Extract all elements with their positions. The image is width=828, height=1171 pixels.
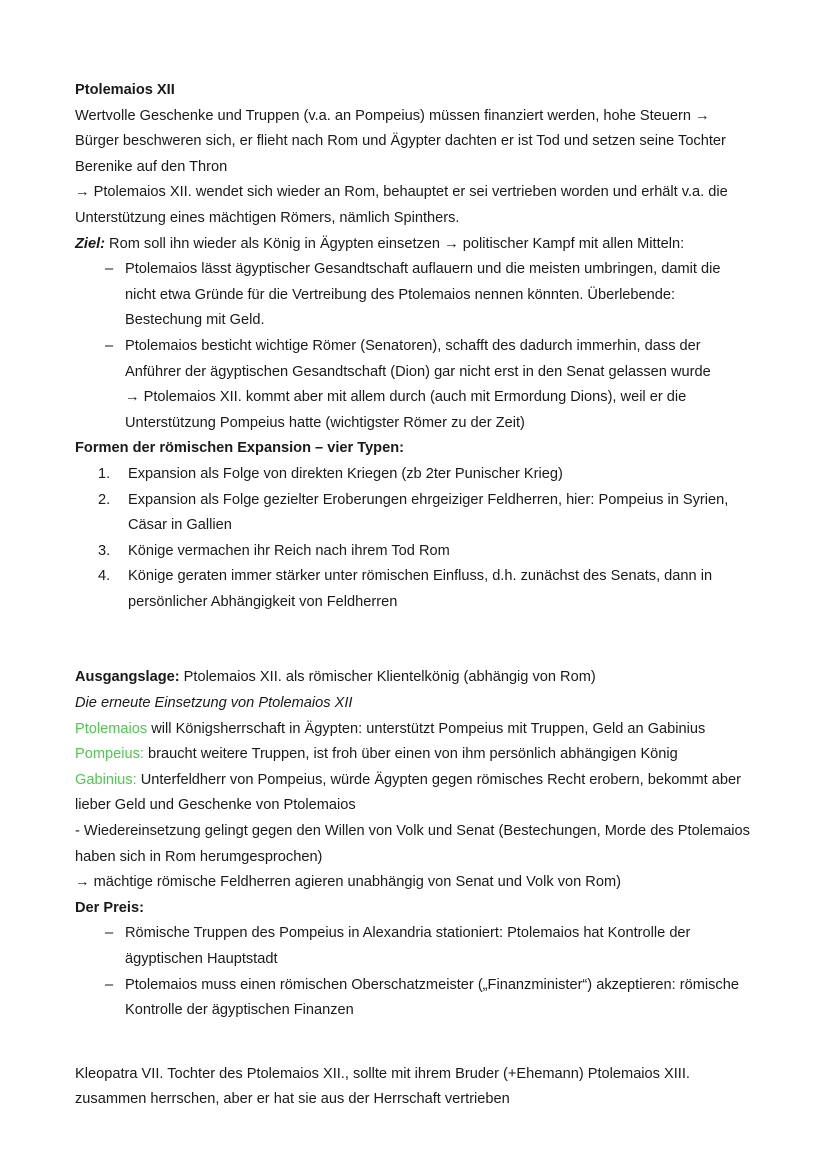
actor-description: braucht weitere Truppen, ist froh über einen von ihm persönlich abhängigen König	[143, 746, 678, 763]
bullet-list-mittel	[75, 257, 751, 436]
paragraph-ausgangslage	[75, 665, 751, 691]
list-item	[75, 462, 751, 488]
bullet-list-der-preis	[75, 921, 751, 1023]
section-heading-der-preis: Der Preis:	[75, 899, 144, 916]
list-item-text: Römische Truppen des Pompeius in Alexandria stationiert: Ptolemaios hat Kontrolle der ägyptischen Hauptstadt	[125, 925, 691, 967]
section-heading-formen-expansion: Formen der römischen Expansion – vier Typen:	[75, 440, 404, 457]
number-marker: 1.	[98, 465, 111, 482]
actor-description: Unterfeldherr von Pompeius, würde Ägypten gegen römisches Recht erobern, bekommt aber lieber Geld und Geschenke von Ptolemaios	[75, 771, 741, 814]
list-item-text: Ptolemaios lässt ägyptischer Gesandtschaft auflauern und die meisten umbringen, damit die nicht etwa Gründe für die Vertreibung des Ptolemaios nennen könnten. Überlebende: Bestechung mit Geld.	[125, 261, 721, 329]
dash-bullet-icon: –	[105, 976, 114, 993]
paragraph-maechtige-feldherren: → mächtige römische Feldherren agieren unabhängig von Senat und Volk von Rom)	[75, 874, 621, 891]
list-item	[75, 257, 751, 334]
section-spacer	[75, 615, 751, 665]
paragraph-wiedereinsetzung: - Wiedereinsetzung gelingt gegen den Willen von Volk und Senat (Bestechungen, Morde des Ptolemaios haben sich in Rom herumgesprochen)	[75, 823, 750, 865]
subheading-erneute-einsetzung: Die erneute Einsetzung von Ptolemaios XII	[75, 695, 353, 712]
number-marker: 4.	[98, 568, 111, 585]
paragraph-kleopatra: Kleopatra VII. Tochter des Ptolemaios XII., sollte mit ihrem Bruder (+Ehemann) Ptolemaios XIII. zusammen herrschen, aber er hat sie aus der Herrschaft vertrieben	[75, 1065, 690, 1108]
list-item	[75, 973, 751, 1024]
list-item-sub-arrow-text: → Ptolemaios XII. kommt aber mit allem durch (auch mit Ermordung Dions), weil er die Unterstützung Pompeius hatte (wichtigster Römer zu der Zeit)	[125, 389, 687, 431]
ziel-text: Rom soll ihn wieder als König in Ägypten einsetzen → politischer Kampf mit allen Mitteln:	[105, 235, 685, 252]
paragraph-actor-ptolemaios	[75, 717, 751, 743]
section-spacer	[75, 1024, 751, 1062]
section-heading-ptolemaios-xii: Ptolemaios XII	[75, 82, 175, 98]
dash-bullet-icon: –	[105, 337, 114, 354]
document-body	[75, 78, 751, 1113]
actor-name-highlight: Pompeius:	[75, 746, 144, 763]
list-item	[75, 921, 751, 972]
list-item-text: Ptolemaios besticht wichtige Römer (Senatoren), schafft des dadurch immerhin, dass der Anführer der ägyptischen Gesandtschaft (Dion) gar nicht erst in den Senat gelassen wurde	[125, 337, 711, 380]
list-item	[75, 564, 751, 615]
number-marker: 2.	[98, 491, 111, 508]
list-item-text: Könige geraten immer stärker unter römischen Einfluss, d.h. zunächst des Senats, dann in persönlicher Abhängigkeit von Feldherren	[128, 568, 713, 610]
list-item-text: Könige vermachen ihr Reich nach ihrem Tod Rom	[128, 542, 450, 559]
ziel-label: Ziel:	[75, 235, 105, 252]
paragraph-wendet-sich-an-rom: → Ptolemaios XII. wendet sich wieder an Rom, behauptet er sei vertrieben worden und erhält v.a. die Unterstützung eines mächtigen Römers, nämlich Spinthers.	[75, 184, 728, 226]
paragraph-ziel	[75, 232, 751, 258]
numbered-list-expansion-typen	[75, 462, 751, 616]
actor-name-highlight: Gabinius:	[75, 771, 137, 788]
paragraph-wertvolle-geschenke: Wertvolle Geschenke und Truppen (v.a. an Pompeius) müssen finanziert werden, hohe Steuern → Bürger beschweren sich, er flieht nach Rom und Ägypter dachten er ist Tod und setzen seine Tochter Berenike auf den Thron	[75, 107, 726, 175]
list-item-text: Ptolemaios muss einen römischen Oberschatzmeister („Finanzminister“) akzeptieren: römische Kontrolle der ägyptischen Finanzen	[125, 976, 739, 1019]
paragraph-actor-pompeius	[75, 742, 751, 768]
actor-description: will Königsherrschaft in Ägypten: unterstützt Pompeius mit Truppen, Geld an Gabinius	[147, 720, 706, 737]
list-item	[75, 488, 751, 539]
list-item-text: Expansion als Folge gezielter Eroberungen ehrgeiziger Feldherren, hier: Pompeius in Syrien, Cäsar in Gallien	[128, 491, 729, 534]
actor-name-highlight: Ptolemaios	[75, 720, 148, 737]
ausgangslage-text: Ptolemaios XII. als römischer Klientelkönig (abhängig von Rom)	[179, 669, 596, 686]
ausgangslage-label: Ausgangslage:	[75, 669, 180, 686]
list-item	[75, 539, 751, 565]
paragraph-actor-gabinius	[75, 768, 751, 819]
number-marker: 3.	[98, 542, 111, 559]
list-item	[75, 334, 751, 436]
dash-bullet-icon: –	[105, 261, 114, 278]
dash-bullet-icon: –	[105, 925, 114, 942]
list-item-text: Expansion als Folge von direkten Kriegen (zb 2ter Punischer Krieg)	[128, 465, 563, 482]
